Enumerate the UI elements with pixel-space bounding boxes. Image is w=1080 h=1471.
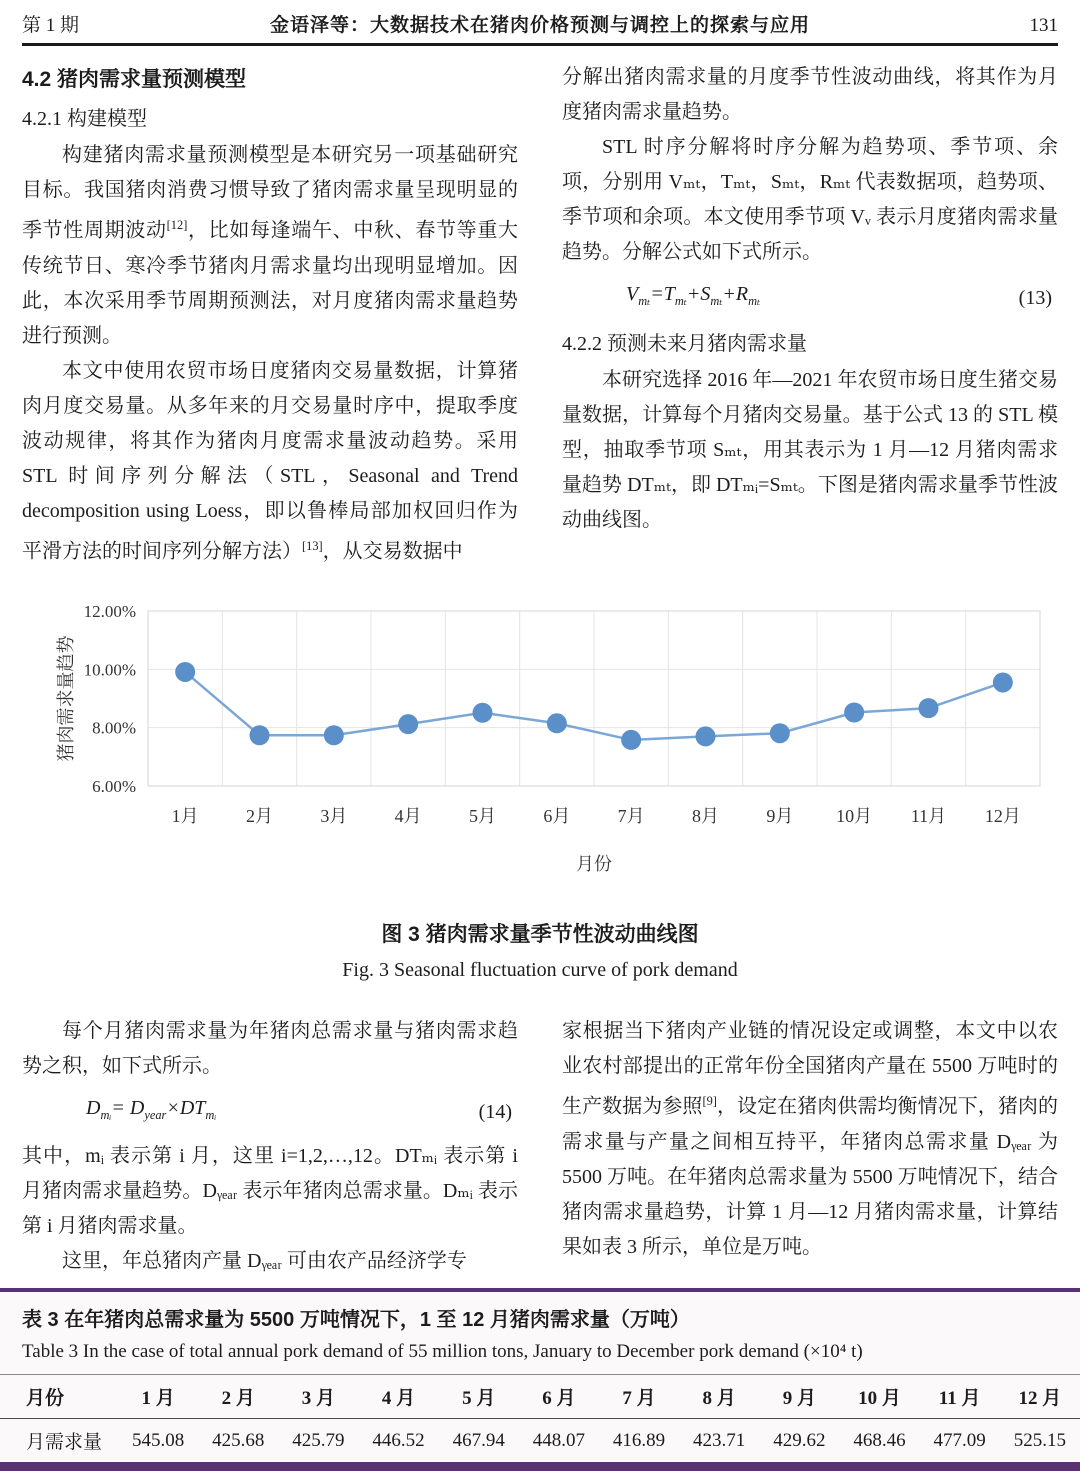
y-tick-label: 6.00% xyxy=(92,777,136,797)
x-tick-label: 5月 xyxy=(469,806,496,827)
x-tick-label: 6月 xyxy=(543,806,571,827)
y-tick-label: 12.00% xyxy=(83,602,136,622)
y-tick-label: 8.00% xyxy=(92,718,136,738)
x-tick-label: 4月 xyxy=(394,806,422,827)
data-point xyxy=(324,726,344,746)
y-tick-label: 10.00% xyxy=(83,660,136,680)
data-point xyxy=(621,730,641,750)
subsection-heading-4-2-1: 4.2.1 构建模型 xyxy=(22,108,147,130)
paragraph: 构建猪肉需求量预测模型是本研究另一项基础研究目标。我国猪肉消费习惯导致了猪肉需求量呈现明显的季节性周期波动[12]，比如每逢端午、中秋、春节等重大传统节日、寒冷季节猪肉月需求量均出现明显增加。因此，本次采用季节周期预测法，对月度猪肉需求量趋势进行预测。 xyxy=(22,144,519,347)
table-header-cell: 4 月 xyxy=(381,1388,416,1409)
table-caption-en: Table 3 In the case of total annual pork demand of 55 million tons, January to December pork demand (×10⁴ t) xyxy=(22,1341,863,1362)
right-column-lower xyxy=(562,1014,1058,1279)
data-point xyxy=(250,726,270,746)
paragraph: 本文中使用农贸市场日度猪肉交易量数据，计算猪肉月度交易量。从多年来的月交易量时序中，提取季度波动规律，将其作为猪肉月度需求量波动趋势。采用 STL 时间序列分解法（STL，Seasonal and Trend decomposition using Loess，即以鲁棒局部加权回归作为平滑方法的时间序列分解方法）[13]，从交易数据中 xyxy=(22,359,518,563)
table-cell: 467.94 xyxy=(452,1429,505,1451)
issue-label: 第 1 期 xyxy=(22,15,80,36)
x-tick-label: 7月 xyxy=(617,806,645,827)
table-cell: 423.71 xyxy=(693,1429,746,1451)
data-point xyxy=(919,698,939,718)
table-header-cell: 10 月 xyxy=(858,1388,901,1409)
table-cell: 446.52 xyxy=(372,1429,425,1451)
x-tick-label: 12月 xyxy=(984,806,1021,827)
left-column-lower xyxy=(22,1014,518,1279)
x-tick-label: 8月 xyxy=(692,806,719,827)
x-tick-label: 11月 xyxy=(910,806,947,827)
table-header-cell: 8 月 xyxy=(702,1388,736,1409)
formula-13-body: $V_{m_t}=T_{m_t}+S_{m_t}+R_{m_t}$ xyxy=(626,283,761,308)
table-header-row xyxy=(0,1375,1080,1419)
data-point xyxy=(993,673,1013,693)
seasonal-fluctuation-chart xyxy=(48,595,1058,888)
table-header-cell: 9 月 xyxy=(782,1388,816,1409)
table-cell: 429.62 xyxy=(773,1429,826,1451)
table-header-cell: 1 月 xyxy=(141,1388,175,1409)
table-cell: 416.89 xyxy=(612,1429,666,1451)
y-axis-title: 猪肉需求量趋势 xyxy=(56,635,76,762)
x-tick-label: 2月 xyxy=(246,806,273,827)
subsection-heading-4-2-2: 4.2.2 预测未来月猪肉需求量 xyxy=(562,333,807,355)
right-column xyxy=(562,60,1058,569)
x-tick-label: 10月 xyxy=(836,806,873,827)
table-header-cell: 11 月 xyxy=(938,1388,981,1409)
data-point xyxy=(696,727,716,747)
table-cell: 468.46 xyxy=(853,1429,906,1451)
table-cell: 448.07 xyxy=(532,1429,585,1451)
table-header-cell: 2 月 xyxy=(221,1388,255,1409)
formula-14-number: (14) xyxy=(478,1100,512,1123)
table-header-cell: 6 月 xyxy=(542,1388,576,1409)
table-3-section xyxy=(0,1288,1080,1471)
figure-3-caption xyxy=(0,918,1080,988)
x-tick-label: 9月 xyxy=(766,806,794,827)
table-data-row xyxy=(0,1419,1080,1463)
running-header xyxy=(22,10,1058,46)
x-tick-label: 3月 xyxy=(320,806,348,827)
table-header-cell: 5 月 xyxy=(462,1388,496,1409)
formula-13-number: (13) xyxy=(1018,286,1052,309)
formula-14 xyxy=(22,1084,518,1139)
data-point xyxy=(473,703,493,723)
lower-columns xyxy=(22,1014,1058,1279)
figure-caption-en: Fig. 3 Seasonal fluctuation curve of pork demand xyxy=(342,959,738,982)
table-cell: 425.79 xyxy=(292,1429,345,1451)
data-point xyxy=(398,714,418,734)
table-cell: 545.08 xyxy=(131,1429,185,1451)
paragraph: 每个月猪肉需求量为年猪肉总需求量与猪肉需求趋势之积，如下式所示。 xyxy=(22,1020,518,1078)
table-cell: 月需求量 xyxy=(26,1432,103,1453)
paragraph: 本研究选择 2016 年—2021 年农贸市场日度生猪交易量数据，计算每个月猪肉交易量。基于公式 13 的 STL 模型，抽取季节项 Sₘₜ，用其表示为 1 月—12 月猪肉需求量趋势 DTₘₜ，即 DTₘᵢ=Sₘₜ。下图是猪肉需求量季节性波动曲线图。 xyxy=(562,369,1058,531)
table-header-cell: 3 月 xyxy=(301,1388,336,1409)
pork-demand-table xyxy=(0,1374,1080,1462)
paragraph: 家根据当下猪肉产业链的情况设定或调整，本文中以农业农村部提出的正常年份全国猪肉产量在 5500 万吨时的生产数据为参照[9]，设定在猪肉供需均衡情况下，猪肉的需求量与产量之间相互持平，年猪肉总需求量 Dᵧₑₐᵣ 为 5500 万吨。在年猪肉总需求量为 5500 万吨情况下，结合猪肉需求量趋势，计算 1 月—12 月猪肉需求量，计算结果如表 3 所示，单位是万吨。 xyxy=(562,1020,1059,1258)
data-point xyxy=(175,662,195,682)
paragraph: STL 时序分解将时序分解为趋势项、季节项、余项，分别用 Vₘₜ，Tₘₜ，Sₘₜ，Rₘₜ 代表数据项，趋势项、季节项和余项。本文使用季节项 Vᵥ 表示月度猪肉需求量趋势。分解公式如下式所示。 xyxy=(562,136,1058,263)
figure-3-chart-area xyxy=(48,595,1070,888)
table-header-cell: 月份 xyxy=(26,1388,65,1409)
table-cell: 477.09 xyxy=(933,1429,986,1451)
table-cell: 525.15 xyxy=(1013,1429,1066,1451)
upper-columns xyxy=(22,60,1058,569)
formula-14-body: $D_{mᵢ}= D_{year}\times DT_{mᵢ}$ xyxy=(86,1097,217,1123)
table-header-cell: 12 月 xyxy=(1018,1388,1062,1409)
x-tick-label: 1月 xyxy=(171,806,199,827)
paragraph: 这里，年总猪肉产量 Dᵧₑₐᵣ 可由农产品经济学专 xyxy=(62,1250,467,1273)
section-heading-4-2: 4.2 猪肉需求量预测模型 xyxy=(22,68,247,91)
formula-13 xyxy=(562,270,1058,325)
table-cell: 425.68 xyxy=(212,1429,265,1451)
page-number: 131 xyxy=(1029,15,1058,36)
x-axis-title: 月份 xyxy=(576,854,612,875)
figure-caption-zh: 图 3 猪肉需求量季节性波动曲线图 xyxy=(381,923,699,947)
data-point xyxy=(844,703,864,723)
paragraph: 其中，mᵢ 表示第 i 月，这里 i=1,2,…,12。DTₘᵢ 表示第 i 月猪肉需求量趋势。Dᵧₑₐᵣ 表示年猪肉总需求量。Dₘᵢ 表示第 i 月猪肉需求量。 xyxy=(22,1145,518,1238)
data-point xyxy=(547,714,567,734)
paragraph: 分解出猪肉需求量的月度季节性波动曲线，将其作为月度猪肉需求量趋势。 xyxy=(562,66,1058,123)
data-point xyxy=(770,724,790,744)
table-header-cell: 7 月 xyxy=(622,1388,656,1409)
table-caption-zh: 表 3 在年猪肉总需求量为 5500 万吨情况下，1 至 12 月猪肉需求量（万吨） xyxy=(22,1309,690,1331)
left-column xyxy=(22,60,518,569)
running-title: 金语泽等：大数据技术在猪肉价格预测与调控上的探索与应用 xyxy=(269,15,810,36)
